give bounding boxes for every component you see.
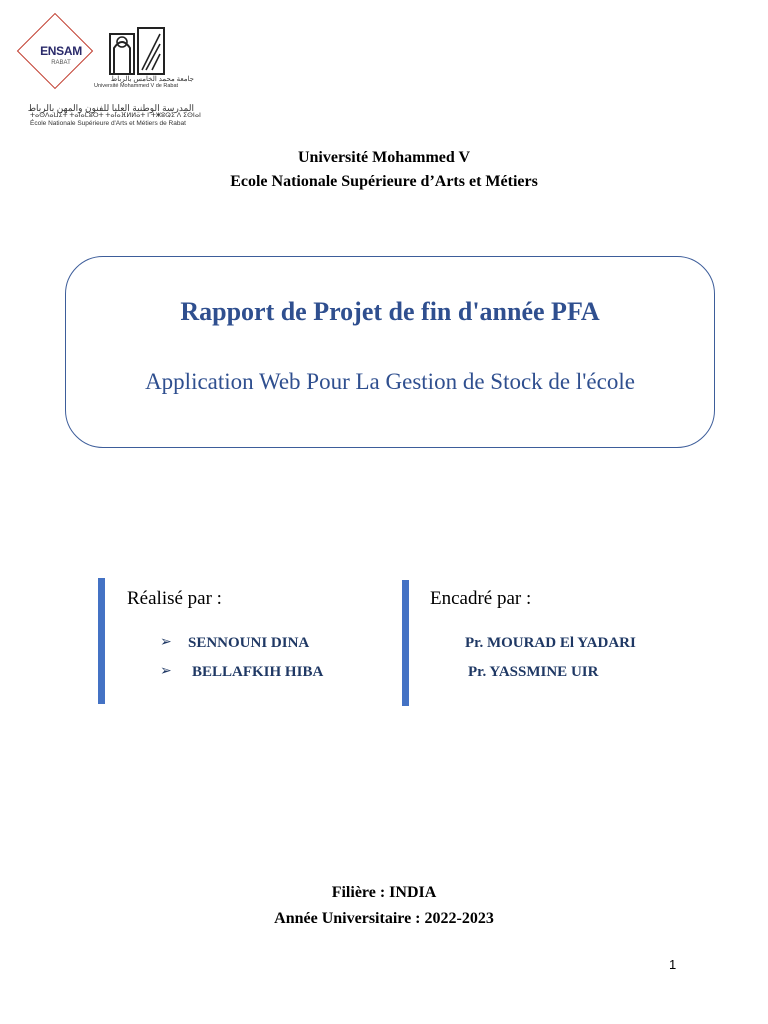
bullet-arrow-icon: ➢ <box>160 663 172 679</box>
supervisor-name: Pr. YASSMINE UIR <box>468 664 599 680</box>
report-title: Rapport de Projet de fin d'année PFA <box>180 297 600 326</box>
authors-label: Réalisé par : <box>127 588 222 609</box>
university-heading: Université Mohammed V <box>297 149 471 166</box>
author-name: BELLAFKIH HIBA <box>192 664 324 680</box>
university-name-arabic: جامعة محمد الخامس بالرباط <box>110 76 194 83</box>
page-number: 1 <box>669 957 677 972</box>
school-name-french: École Nationale Supérieure d'Arts et Métiers de Rabat <box>30 120 186 127</box>
bullet-arrow-icon: ➢ <box>160 634 172 650</box>
academic-year-line: Année Universitaire : 2022-2023 <box>274 910 494 927</box>
school-name-tifinagh: ⵜⴰⵙⴷⴰⵡⵉⵜ ⵜⴰⵏⴰⵎⵓⵔⵜ ⵜⴰⵏⴰⴼⵍⵍⴰⵜ ⵏ ⵜⵥⵓⵕⵉ ⴷ ⵉⵙⵏⴰⵏ <box>30 112 201 119</box>
institution-header <box>0 146 768 194</box>
university-name-lines <box>94 76 194 90</box>
supervisors-label: Encadré par : <box>430 588 532 609</box>
supervisor-name: Pr. MOURAD El YADARI <box>465 635 636 651</box>
school-name-arabic: المدرسة الوطنية العليا للفنون والمهن بالرباط <box>27 103 194 113</box>
author-name: SENNOUNI DINA <box>188 635 310 651</box>
school-logo <box>22 18 201 130</box>
school-heading: Ecole Nationale Supérieure d’Arts et Métiers <box>230 173 538 190</box>
ensam-city-text: RABAT <box>51 60 71 66</box>
university-name-french: Université Mohammed V de Rabat <box>94 83 179 89</box>
title-box <box>65 256 715 448</box>
ensam-logo-text: ENSAM <box>40 44 82 58</box>
supervisors-accent-bar <box>402 580 409 706</box>
school-name-lines <box>27 103 201 128</box>
report-subtitle: Application Web Pour La Gestion de Stock de l'école <box>145 369 635 394</box>
authors-accent-bar <box>98 578 105 704</box>
university-emblem-icon <box>108 24 166 78</box>
footer-info <box>0 880 768 932</box>
filiere-line: Filière : INDIA <box>331 884 437 901</box>
